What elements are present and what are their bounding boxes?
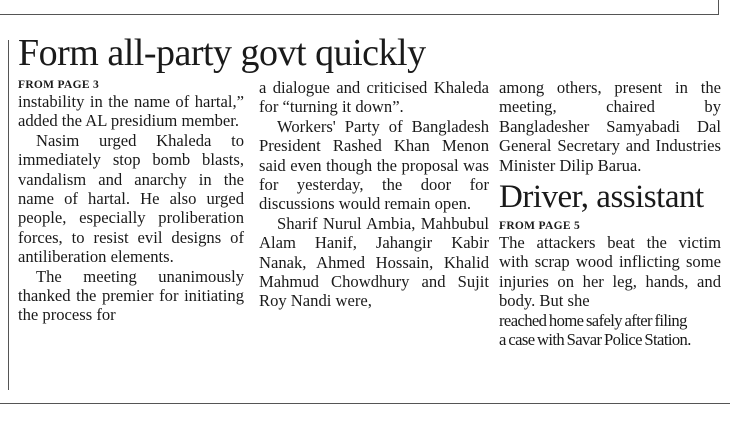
paragraph: instability in the name of hartal,” added the AL presidium member. [18,92,244,131]
article-column-1 [18,78,244,325]
paragraph: among others, present in the meeting, chaired by Bangladesher Samyabadi Dal General Secretary and Industries Minister Dilip Barua. [499,78,721,175]
left-column-rule [8,40,9,390]
dateline: FROM PAGE 5 [499,220,581,233]
article-column-3 [499,78,721,349]
paragraph-line: a case with Savar Police Station. [499,330,691,350]
paragraph: a dialogue and criticised Khaleda for “turning it down”. [259,78,489,117]
top-rule [0,14,719,15]
top-right-rule [718,0,719,15]
article-headline: Form all-party govt quickly [18,32,426,74]
dateline: FROM PAGE 3 [18,79,100,91]
paragraph: The attackers beat the victim with scrap wood inflicting some injuries on her leg, hands, and body. But she [499,233,721,311]
paragraph: Workers' Party of Bangladesh President Rashed Khan Menon said even though the proposal was for yesterday, the door for discussions would remain open. [259,116,489,214]
paragraph: The meeting unanimously thanked the premier for initiating the process for [18,266,244,325]
bottom-rule [0,403,730,404]
paragraph: Nasim urged Khaleda to immediately stop bomb blasts, vandalism and anarchy in the name of hartal. He also urged people, especially proliberation forces, to resist evil designs of antiliberation elements. [18,130,244,267]
paragraph-line: reached home safely after filing [499,310,687,330]
second-article-headline: Driver, assistant [499,179,704,216]
paragraph: Sharif Nurul Ambia, Mahbubul Alam Hanif, Jahangir Kabir Nanak, Ahmed Hossain, Khalid Mahmud Chowdhury and Sujit Roy Nandi were, [259,213,489,311]
article-column-2 [259,78,489,311]
